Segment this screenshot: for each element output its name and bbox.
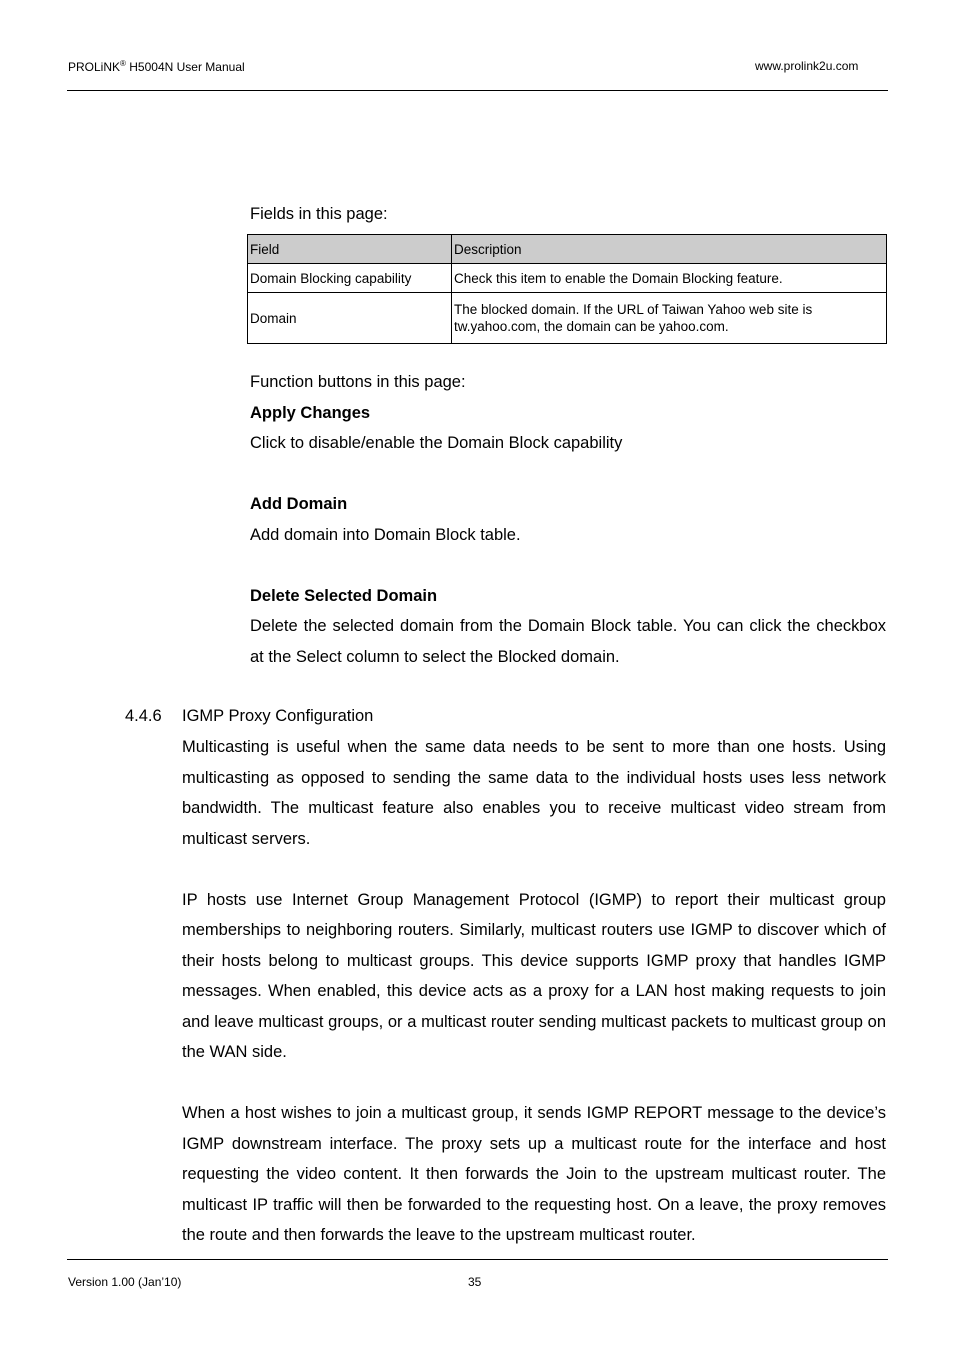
header-website: www.prolink2u.com: [755, 59, 859, 73]
header-manual-title: [68, 59, 245, 74]
delete-selected-domain-heading: Delete Selected Domain: [250, 586, 438, 605]
page-number: 35: [468, 1275, 482, 1289]
table-header-field: Field: [248, 235, 452, 264]
section-number: 4.4.6: [125, 707, 162, 725]
function-buttons-section: [250, 367, 886, 672]
brand-name: PROLiNK: [68, 60, 121, 74]
add-domain-heading: Add Domain: [250, 495, 348, 513]
fields-intro: Fields in this page:: [250, 205, 388, 223]
paragraph: Multicasting is useful when the same data needs to be sent to more than one hosts. Using multicasting as opposed to sending the same data to the individual hosts uses less network bandwidth. The multicast feature also enables you to receive multicast video stream from multicast servers.: [182, 738, 886, 848]
fields-table: [247, 234, 887, 344]
table-cell-field: Domain: [248, 293, 452, 344]
table-cell-description: The blocked domain. If the URL of Taiwan Yahoo web site is tw.yahoo.com, the domain can be yahoo.com.: [452, 293, 887, 344]
apply-changes-heading: Apply Changes: [250, 403, 371, 422]
section-body: [182, 732, 886, 1251]
table-header-description: Description: [452, 235, 887, 264]
paragraph: IP hosts use Internet Group Management Protocol (IGMP) to report their multicast group memberships to neighboring routers. Similarly, multicast routers use IGMP to discover which of their hosts belong to multicast groups. This device supports IGMP proxy that handles IGMP messages. When enabled, this device acts as a proxy for a LAN host making requests to join and leave multicast groups, or a multicast router sending multicast packets to multicast group on the WAN side.: [182, 890, 886, 1061]
add-domain-description: Add domain into Domain Block table.: [250, 525, 521, 544]
section-title: IGMP Proxy Configuration: [182, 707, 374, 725]
table-header-row: [248, 235, 887, 264]
footer-version: Version 1.00 (Jan’10): [68, 1275, 182, 1289]
registered-mark: ®: [120, 59, 126, 68]
table-row: [248, 264, 887, 293]
table-cell-field: Domain Blocking capability: [248, 264, 452, 293]
footer-divider: [67, 1259, 888, 1260]
paragraph: When a host wishes to join a multicast group, it sends IGMP REPORT message to the device’s IGMP downstream interface. The proxy sets up a multicast route for the interface and host requesting the video content. It then forwards the Join to the upstream multicast router. The multicast IP traffic will then be forwarded to the requesting host. On a leave, the proxy removes the route and then forwards the leave to the upstream multicast router.: [182, 1104, 886, 1244]
manual-title: H5004N User Manual: [129, 60, 245, 74]
header-divider: [67, 90, 888, 91]
table-cell-description: Check this item to enable the Domain Blocking feature.: [452, 264, 887, 293]
table-row: [248, 293, 887, 344]
delete-selected-domain-description: Delete the selected domain from the Domain Block table. You can click the checkbox at the Select column to select the Blocked domain.: [250, 617, 886, 666]
apply-changes-description: Click to disable/enable the Domain Block capability: [250, 434, 623, 452]
buttons-intro: Function buttons in this page:: [250, 373, 466, 391]
